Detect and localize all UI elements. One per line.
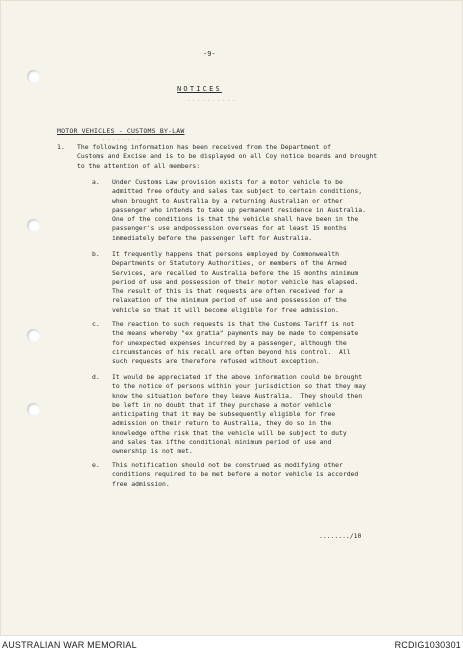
subparagraph-e	[92, 461, 402, 489]
text-line: Under Customs Law provision exists for a motor vehicle to be	[112, 178, 343, 186]
subparagraph-label: d.	[92, 373, 100, 381]
subparagraph-label: e.	[92, 461, 100, 469]
intro-text	[77, 143, 402, 171]
notices-title: NOTICES	[177, 85, 222, 93]
text-line: It would be appreciated if the above information could be brought	[112, 373, 363, 381]
text-line: such requests are therefore refused without exception.	[112, 357, 320, 366]
paragraph-number: 1.	[57, 143, 65, 151]
text-line: circumstances of his recall are often beyond his control. All	[112, 347, 351, 356]
text-line: free admission.	[112, 479, 170, 488]
text-line: to the attention of all members:	[77, 161, 201, 170]
archive-source-caption: AUSTRALIAN WAR MEMORIAL	[2, 640, 137, 650]
text-line: passenger who intends to take up permanent residence in Australia.	[112, 205, 366, 214]
subparagraph-text	[112, 250, 402, 315]
text-line: admitted free ofduty and sales tax subject to certain conditions,	[112, 187, 363, 196]
text-line: Services, are recalled to Australia before the 15 months minimum	[112, 268, 359, 277]
text-line: to the notice of persons within your jurisdiction so that they may	[112, 382, 366, 391]
binder-hole	[27, 70, 40, 83]
subparagraph-text	[112, 178, 402, 243]
section-heading: MOTOR VEHICLES - CUSTOMS BY-LAW	[57, 127, 185, 135]
text-line: the means whereby "ex gratia" payments may be made to compensate	[112, 329, 359, 338]
text-line: ownership is not met.	[112, 447, 193, 456]
text-line: Departments or Statutory Authorities, or members of the Armed	[112, 259, 347, 268]
continuation-marker: ......../10	[319, 532, 362, 540]
binder-hole	[27, 219, 40, 232]
text-line: The result of this is that requests are often received for a	[112, 287, 343, 296]
text-line: relaxation of the minimum period of use and possession of the	[112, 296, 347, 305]
binder-hole	[27, 403, 40, 416]
subparagraph-text	[112, 320, 402, 366]
page-number: -9-	[203, 50, 216, 58]
text-line: This notification should not be construed as modifying other	[112, 461, 343, 469]
subparagraph-a	[92, 178, 402, 243]
text-line: One of the conditions is that the vehicle shall have been in the	[112, 215, 359, 224]
text-line: for unexpected expenses incurred by a passenger, although the	[112, 338, 347, 347]
text-line: conditions required to be met before a motor vehicle is accorded	[112, 470, 359, 479]
text-line: when brought to Australia by a returning Australian or other	[112, 196, 343, 205]
subparagraph-label: b.	[92, 250, 100, 258]
heading-underline-marks: . . . . . . . .	[103, 136, 141, 142]
text-line: and sales tax ifthe conditional minimum period of use and	[112, 438, 332, 447]
subparagraph-b	[92, 250, 402, 315]
text-line: It frequently happens that persons employed by Commonwealth	[112, 250, 340, 258]
text-line: period of use and possession of their motor vehicle has elapsed.	[112, 277, 359, 286]
subparagraph-d	[92, 373, 402, 457]
text-line: know the situation before they leave Australia. They should then	[112, 391, 363, 400]
text-line: Customs and Excise and is to be displayed on all Coy notice boards and brought	[77, 152, 378, 161]
intro-paragraph	[57, 143, 402, 171]
record-id-caption: RCDIG1030301	[394, 640, 461, 650]
subparagraph-text	[112, 373, 402, 457]
subparagraph-label: a.	[92, 178, 100, 186]
text-line: knowledge ofthe risk that the vehicle will be subject to duty	[112, 428, 347, 437]
text-line: vehicle so that it will become eligible for free admission.	[112, 305, 340, 314]
text-line: anticipating that it may be subsequently eligible for free	[112, 410, 336, 419]
text-line: The reaction to such requests is that the Customs Tariff is not	[112, 320, 355, 328]
text-line: passenger's use andpossession overseas for at least 15 months	[112, 224, 347, 233]
title-underline-marks: . . . . . . . . . .	[188, 97, 236, 103]
text-line: be left in no doubt that if they purchase a motor vehicle	[112, 400, 332, 409]
text-line: admission on their return to Australia, they do so in the	[112, 419, 332, 428]
binder-hole	[27, 329, 40, 342]
subparagraph-c	[92, 320, 402, 366]
subparagraph-text	[112, 461, 402, 489]
subparagraph-label: c.	[92, 320, 100, 328]
text-line: immediately before the passenger left for Australia.	[112, 233, 313, 242]
text-line: The following information has been received from the Department of	[77, 143, 331, 151]
